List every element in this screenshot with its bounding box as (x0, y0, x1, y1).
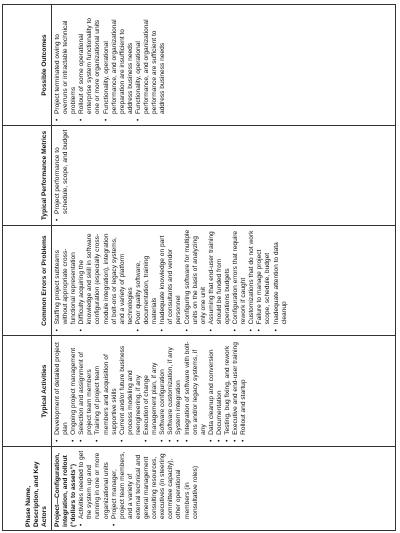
list-item: • Difficulty acquiring the knowledge and skill in software configuration (especially cross-module integration), integration of bolt-ons or legacy systems, and a variety of platform technologies (78, 229, 135, 324)
header-common-errors: Common Errors or Problems (3, 225, 52, 335)
list-item: • Current and/or future business process modeling and reengineering, if any (119, 339, 143, 434)
list-item: • Software customization, if any (167, 339, 175, 434)
list-item: • Inadequate attention to data cleanup (273, 229, 289, 324)
list-item: • Integration of software with bolt-ons and/or legacy systems, if any (184, 339, 208, 434)
list-item: • Software configuration (159, 339, 167, 434)
list-item: • Project manager, project team members, and a variety of external technical and general management consulting resources, executives (in steering committee capacity), other operational members (in consultative roles) (111, 450, 200, 519)
phase-list (78, 450, 199, 527)
metrics-list (54, 129, 70, 222)
cell-phase-description (52, 446, 396, 530)
list-item: • System integration (175, 339, 183, 434)
header-typical-activities: Typical Activities (3, 336, 52, 446)
list-item: • Documentation (216, 339, 224, 434)
list-item: • Failure to manage project scope, schedule, budget (256, 229, 272, 324)
list-item: • Poor quality software, documentation, training materials (135, 229, 159, 324)
list-item: • Project performance to schedule, scope, and budget (54, 129, 70, 214)
list-item: • Functionality, operational performance, and organizational performance are sufficient to address business needs (135, 8, 167, 114)
cell-typical-activities (52, 336, 396, 446)
phase-heading: Project—Configuration, integration, and rollout (“dollars to assets”) (54, 453, 78, 527)
erp-project-phase-table (2, 4, 396, 531)
cell-performance-metrics (52, 126, 396, 226)
list-item: • Testing, bug fixing, and rework (224, 339, 232, 434)
errors-list (54, 229, 289, 332)
list-item: • Executive and end-user training (232, 339, 240, 434)
list-item: • Rollout of some operational enterprise system functionality to one or more organizational units (78, 8, 102, 114)
rotated-table-container (2, 4, 396, 531)
list-item: • Assuming that end-user training should be funded from operations budgets (208, 229, 232, 324)
activities-list (54, 339, 248, 442)
list-item: • Ongoing project management (70, 339, 78, 434)
list-item: • Functionality, operational performance, and organizational preparation are insufficient to address business needs (103, 8, 135, 114)
header-phase-name: Phase Name, Description, and Key Actors (3, 446, 52, 530)
header-possible-outcomes: Possible Outcomes (3, 5, 52, 126)
list-item: • Customizations that do not work (248, 229, 256, 324)
list-item: • Project terminated owing to overruns or intractable technical problems (54, 8, 78, 114)
header-performance-metrics: Typical Performance Metrics (3, 126, 52, 226)
list-item: • Inadequate knowledge on part of consultants and vendor personnel (159, 229, 183, 324)
list-item: • Activities needed to get the system up and running in one or more organizational units (78, 450, 110, 519)
list-item: • Configuration errors that require rework if caught (232, 229, 248, 324)
cell-possible-outcomes (52, 5, 396, 126)
outcomes-list (54, 8, 167, 122)
list-item: • Staffing project subteams without appropriate cross-functional representation (54, 229, 78, 324)
list-item: • Data cleanup and conversion (208, 339, 216, 434)
list-item: • Development of detailed project plan (54, 339, 70, 434)
table-row (52, 5, 396, 531)
list-item: • Execution of change management plan, if any (143, 339, 159, 434)
cell-common-errors (52, 225, 396, 335)
table-header-row (3, 5, 52, 531)
list-item: • Configuring software for multiple units on the basis of analyzing only one unit (184, 229, 208, 324)
list-item: • Selection and assignment of project team members (78, 339, 94, 434)
list-item: • Rollout and startup (240, 339, 248, 434)
list-item: • Training of project team members and acquisition of supportive skills (94, 339, 118, 434)
